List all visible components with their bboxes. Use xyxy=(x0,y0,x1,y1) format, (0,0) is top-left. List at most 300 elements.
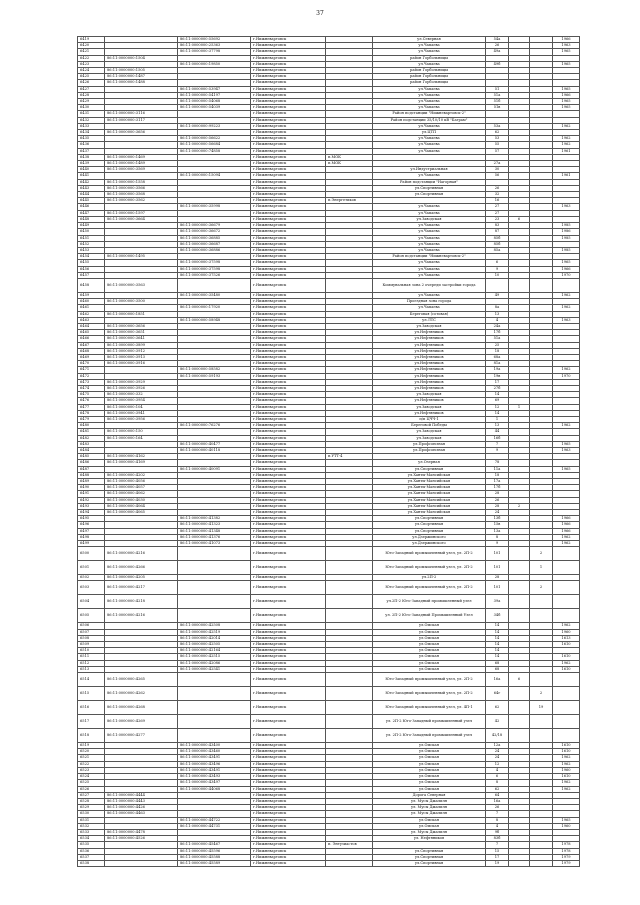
row-number-cell: 6481 xyxy=(78,429,105,435)
cadastral-number-cell: 86:11:0000000:4216 xyxy=(105,547,178,561)
address-cell: ул.Чапаева xyxy=(373,241,486,247)
registry-table-body xyxy=(78,37,580,867)
house-number-cell: 8 xyxy=(486,534,509,540)
locality-part-cell: п.МОК xyxy=(326,154,373,160)
address-cell: ул.Заводская xyxy=(373,216,486,222)
row-number-cell: 6456 xyxy=(78,266,105,272)
cadastral-number-cell: 86:11:0000000:3926 xyxy=(105,385,178,391)
cadastral-number-cell: 86:11:0000000:4062 xyxy=(105,491,178,497)
city-cell: г.Нижневартовск xyxy=(251,780,326,786)
house-number-cell: 23 xyxy=(486,216,509,222)
building-cadastral-number-cell: 86:11:0000000:42164 xyxy=(178,648,251,654)
address-cell: район Горбольницы xyxy=(373,55,486,61)
row-number-cell: 6432 xyxy=(78,117,105,123)
city-cell: г.Нижневартовск xyxy=(251,161,326,167)
cadastral-number-cell: 86:11:0000000:4057 xyxy=(105,485,178,491)
building-cadastral-number-cell: 86:11:0000000:35998 xyxy=(178,204,251,210)
address-cell: ул.Спортивная xyxy=(373,466,486,472)
city-cell: г.Нижневартовск xyxy=(251,479,326,485)
building-cadastral-number-cell xyxy=(178,547,251,561)
building-cell xyxy=(530,729,553,743)
address-cell: ул.Омская xyxy=(373,648,486,654)
locality-part-cell: п.УТТ-4 xyxy=(326,454,373,460)
building-cadastral-number-cell xyxy=(178,729,251,743)
year-cell: 1965 xyxy=(553,49,580,55)
house-number-cell: 85б xyxy=(486,241,509,247)
row-number-cell: 6436 xyxy=(78,142,105,148)
cadastral-number-cell: 86:11:0000000:4426 xyxy=(105,805,178,811)
row-number-cell: 6461 xyxy=(78,305,105,311)
city-cell: г.Нижневартовск xyxy=(251,136,326,142)
address-cell: Юго-Западный промышленный узел, ул. 2П-2 xyxy=(373,687,486,701)
building-cadastral-number-cell xyxy=(178,715,251,729)
row-number-cell: 6478 xyxy=(78,410,105,416)
city-cell: г.Нижневартовск xyxy=(251,623,326,629)
row-number-cell: 6429 xyxy=(78,99,105,105)
year-cell: 1978 xyxy=(553,842,580,848)
city-cell: г.Нижневартовск xyxy=(251,609,326,623)
year-cell: 1965 xyxy=(553,105,580,111)
city-cell: г.Нижневартовск xyxy=(251,148,326,154)
cadastral-number-cell: 86:11:0000000:1505 xyxy=(105,68,178,74)
year-cell xyxy=(553,715,580,729)
cadastral-number-cell: 86:11:0000000:4262 xyxy=(105,687,178,701)
row-number-cell: 6451 xyxy=(78,235,105,241)
cadastral-number-cell: 86:11:0000000:3566 xyxy=(105,185,178,191)
address-cell: ул. Мусы Джалиля xyxy=(373,811,486,817)
city-cell: г.Нижневартовск xyxy=(251,354,326,360)
table-row xyxy=(78,547,580,561)
year-cell: 1965 xyxy=(553,86,580,92)
building-cadastral-number-cell: 86:11:0000000:42086 xyxy=(178,660,251,666)
address-cell: ул.Чапаева xyxy=(373,92,486,98)
table-row xyxy=(78,860,580,866)
cadastral-number-cell: 86:11:0000000:4162 xyxy=(105,454,178,460)
house-number-cell: 4 xyxy=(486,317,509,323)
row-number-cell: 6499 xyxy=(78,541,105,547)
row-number-cell: 6448 xyxy=(78,216,105,222)
building-cadastral-number-cell: 86:11:0000000:43460 xyxy=(178,749,251,755)
house-number-cell: 51а xyxy=(486,92,509,98)
city-cell: г.Нижневартовск xyxy=(251,817,326,823)
address-cell: ул.Чапаева xyxy=(373,266,486,272)
building-cell xyxy=(530,673,553,687)
building-cadastral-number-cell: 86:11:0000000:36885 xyxy=(178,235,251,241)
house-number-cell: 87 xyxy=(486,229,509,235)
city-cell: г.Нижневартовск xyxy=(251,767,326,773)
building-cell xyxy=(530,595,553,609)
locality-part-cell: п. Энтузиастов xyxy=(326,842,373,848)
house-number-cell: 18 xyxy=(486,472,509,478)
house-number-cell: 8а xyxy=(486,305,509,311)
building-cadastral-number-cell: 86:11:0000000:45588 xyxy=(178,854,251,860)
year-cell: 1966 xyxy=(553,516,580,522)
row-number-cell: 6488 xyxy=(78,472,105,478)
city-cell: г.Нижневартовск xyxy=(251,642,326,648)
address-cell: ул.Профсоюзная xyxy=(373,441,486,447)
house-number-cell: 24а xyxy=(486,323,509,329)
year-cell: 1966 xyxy=(553,528,580,534)
house-number-cell: 26 xyxy=(486,43,509,49)
house-number-cell: 39а xyxy=(486,595,509,609)
address-cell: ул.ЛТС xyxy=(373,317,486,323)
locality-part-cell xyxy=(326,701,373,715)
cadastral-number-cell: 86:11:0000000:4443 xyxy=(105,798,178,804)
house-number-cell: 13б xyxy=(486,516,509,522)
address-cell: ул.Нефтяников xyxy=(373,367,486,373)
row-number-cell: 6486 xyxy=(78,460,105,466)
house-number-cell: 49б xyxy=(486,61,509,67)
row-number-cell: 6529 xyxy=(78,805,105,811)
address-cell: ул.Омская xyxy=(373,623,486,629)
address-cell: район Горбольницы xyxy=(373,68,486,74)
city-cell: г.Нижневартовск xyxy=(251,848,326,854)
year-cell: 1962 xyxy=(553,755,580,761)
year-cell: 1962 xyxy=(553,142,580,148)
building-cadastral-number-cell: 86:11:0000000:42014 xyxy=(178,635,251,641)
city-cell: г.Нижневартовск xyxy=(251,687,326,701)
city-cell: г.Нижневартовск xyxy=(251,111,326,117)
address-cell: Береговая (сотовая) xyxy=(373,311,486,317)
row-number-cell: 6524 xyxy=(78,774,105,780)
house-number-cell: 9 xyxy=(486,266,509,272)
city-cell: г.Нижневартовск xyxy=(251,130,326,136)
address-cell: ул.Чапаева xyxy=(373,204,486,210)
cadastral-number-cell: 86:11:0000000:4526 xyxy=(105,836,178,842)
house-number-cell: 57 xyxy=(486,148,509,154)
city-cell: г.Нижневартовск xyxy=(251,142,326,148)
house-number-cell: 30 xyxy=(486,167,509,173)
city-cell: г.Нижневартовск xyxy=(251,323,326,329)
building-cell xyxy=(530,860,553,866)
extra-cell: 6 xyxy=(509,673,530,687)
address-cell: ул.Нефтяников xyxy=(373,410,486,416)
city-cell: г.Нижневартовск xyxy=(251,472,326,478)
city-cell: г.Нижневартовск xyxy=(251,811,326,817)
year-cell xyxy=(553,547,580,561)
row-number-cell: 6527 xyxy=(78,792,105,798)
house-number-cell: 81а xyxy=(486,361,509,367)
year-cell: 1961 xyxy=(553,173,580,179)
table-row xyxy=(78,701,580,715)
row-number-cell: 6471 xyxy=(78,367,105,373)
city-cell: г.Нижневартовск xyxy=(251,792,326,798)
address-cell: район Горбольницы xyxy=(373,80,486,86)
city-cell: г.Нижневартовск xyxy=(251,786,326,792)
address-cell: ул.Чапаева xyxy=(373,148,486,154)
address-cell: ул.Омская xyxy=(373,761,486,767)
row-number-cell: 6510 xyxy=(78,648,105,654)
address-cell: район Горбольницы xyxy=(373,74,486,80)
row-number-cell: 6518 xyxy=(78,729,105,743)
city-cell: г.Нижневартовск xyxy=(251,435,326,441)
house-number-cell: 13а xyxy=(486,528,509,534)
row-number-cell: 6443 xyxy=(78,185,105,191)
row-number-cell: 6516 xyxy=(78,701,105,715)
building-cadastral-number-cell: 86:11:0000000:41348 xyxy=(178,528,251,534)
cadastral-number-cell: 86:11:0000000:1597 xyxy=(105,210,178,216)
house-number-cell: 16б xyxy=(486,435,509,441)
address-cell: ул.Чапаева xyxy=(373,49,486,55)
table-row xyxy=(78,609,580,623)
house-number-cell: 8 xyxy=(486,817,509,823)
cadastral-number-cell: 86:11:0000000:3913 xyxy=(105,354,178,360)
house-number-cell: 4 xyxy=(486,823,509,829)
building-cadastral-number-cell xyxy=(178,701,251,715)
row-number-cell: 6452 xyxy=(78,241,105,247)
row-number-cell: 6495 xyxy=(78,516,105,522)
city-cell: г.Нижневартовск xyxy=(251,842,326,848)
city-cell: г.Нижневартовск xyxy=(251,416,326,422)
address-cell: ул.Омская xyxy=(373,749,486,755)
address-cell: ул.Спортивная xyxy=(373,192,486,198)
address-cell: ул. Мусы Джалиля xyxy=(373,829,486,835)
cadastral-number-cell: 86:11:0000000:4463 xyxy=(105,811,178,817)
city-cell: г.Нижневартовск xyxy=(251,99,326,105)
building-cadastral-number-cell: 86:11:0000000:43491 xyxy=(178,755,251,761)
city-cell: г.Нижневартовск xyxy=(251,216,326,222)
city-cell: г.Нижневартовск xyxy=(251,342,326,348)
house-number-cell: 68 xyxy=(486,666,509,672)
house-number-cell: 83б xyxy=(486,836,509,842)
row-number-cell: 6437 xyxy=(78,148,105,154)
city-cell: г.Нижневартовск xyxy=(251,660,326,666)
row-number-cell: 6523 xyxy=(78,767,105,773)
year-cell: 1979 xyxy=(553,854,580,860)
address-cell: ул.Заводская xyxy=(373,404,486,410)
building-cadastral-number-cell xyxy=(178,687,251,701)
city-cell: г.Нижневартовск xyxy=(251,398,326,404)
year-cell: 1610 xyxy=(553,743,580,749)
building-cadastral-number-cell: 86:11:0000000:42508 xyxy=(178,623,251,629)
address-cell: ул.Чапаева xyxy=(373,272,486,278)
building-cadastral-number-cell: 86:11:0000000:54197 xyxy=(178,92,251,98)
row-number-cell: 6535 xyxy=(78,842,105,848)
address-cell: ул.Нефтяников xyxy=(373,330,486,336)
year-cell: 1966 xyxy=(553,37,580,43)
year-cell: 1962 xyxy=(553,367,580,373)
house-number-cell: 28 xyxy=(486,575,509,581)
house-number-cell: 12а xyxy=(486,743,509,749)
house-number-cell: 15в xyxy=(486,522,509,528)
city-cell: г.Нижневартовск xyxy=(251,805,326,811)
extra-cell xyxy=(509,609,530,623)
locality-part-cell xyxy=(326,715,373,729)
row-number-cell: 6423 xyxy=(78,61,105,67)
row-number-cell: 6470 xyxy=(78,361,105,367)
row-number-cell: 6434 xyxy=(78,130,105,136)
address-cell: ул.Омская xyxy=(373,629,486,635)
address-cell: ул.Омская xyxy=(373,774,486,780)
year-cell: 1979 xyxy=(553,860,580,866)
city-cell: г.Нижневартовск xyxy=(251,173,326,179)
cadastral-number-cell: 86:11:0000000:3656 xyxy=(105,323,178,329)
row-number-cell: 6496 xyxy=(78,522,105,528)
address-cell: ул.Чапаева xyxy=(373,123,486,129)
row-number-cell: 6430 xyxy=(78,105,105,111)
building-cadastral-number-cell xyxy=(178,609,251,623)
year-cell xyxy=(553,673,580,687)
cadastral-number-cell: 86:11:0000000:4277 xyxy=(105,729,178,743)
house-number-cell: 17б xyxy=(486,330,509,336)
address-cell: ул.Омская xyxy=(373,743,486,749)
cadastral-number-cell: 86:11:0000000:4217 xyxy=(105,581,178,595)
cadastral-number-cell: 86:11:0000000:4266 xyxy=(105,561,178,575)
row-number-cell: 6505 xyxy=(78,609,105,623)
address-cell: ул.Чапаева xyxy=(373,292,486,298)
address-cell: ул.Нефтяников xyxy=(373,342,486,348)
address-cell: ул.Чапаева xyxy=(373,223,486,229)
house-number-cell: 6 xyxy=(486,260,509,266)
city-cell: г.Нижневартовск xyxy=(251,385,326,391)
extra-cell xyxy=(509,701,530,715)
cadastral-number-cell: 86:11:0000000:3916 xyxy=(105,361,178,367)
row-number-cell: 6469 xyxy=(78,354,105,360)
year-cell: 1963 xyxy=(553,43,580,49)
row-number-cell: 6534 xyxy=(78,836,105,842)
city-cell: г.Нижневартовск xyxy=(251,648,326,654)
address-cell: ул.Спортивная xyxy=(373,516,486,522)
row-number-cell: 6519 xyxy=(78,743,105,749)
row-number-cell: 6468 xyxy=(78,348,105,354)
house-number-cell: 42/18 xyxy=(486,729,509,743)
row-number-cell: 6427 xyxy=(78,86,105,92)
row-number-cell: 6528 xyxy=(78,798,105,804)
address-cell: п/п ЦЧЧ-1 xyxy=(373,416,486,422)
cadastral-number-cell: 86:11:0000000:3899 xyxy=(105,342,178,348)
address-cell: Юго-Западный промышленный узел, ул. 4П-1 xyxy=(373,701,486,715)
table-row xyxy=(78,581,580,595)
building-cadastral-number-cell: 86:11:0000000:36672 xyxy=(178,229,251,235)
house-number-cell: 101 xyxy=(486,561,509,575)
address-cell: ул.Омская xyxy=(373,755,486,761)
city-cell: г.Нижневартовск xyxy=(251,503,326,509)
cadastral-number-cell: 86:11:0000000:4216 xyxy=(105,609,178,623)
address-cell: ул.Ханты-Мансийская xyxy=(373,479,486,485)
cadastral-number-cell: 86:11:0000000:3563 xyxy=(105,278,178,292)
address-cell: ул.2П-2 xyxy=(373,575,486,581)
city-cell: г.Нижневартовск xyxy=(251,423,326,429)
building-cadastral-number-cell: 86:11:0000000:43491 xyxy=(178,767,251,773)
building-cadastral-number-cell: 86:11:0000000:41382 xyxy=(178,516,251,522)
house-number-cell: 32 xyxy=(486,192,509,198)
city-cell: г.Нижневартовск xyxy=(251,317,326,323)
building-cadastral-number-cell: 86:11:0000000:43496 xyxy=(178,761,251,767)
city-cell: г.Нижневартовск xyxy=(251,860,326,866)
house-number-cell: 14 xyxy=(486,642,509,648)
city-cell: г.Нижневартовск xyxy=(251,241,326,247)
cadastral-number-cell: 86:11:0000000:3941 xyxy=(105,410,178,416)
house-number-cell: 56 xyxy=(486,173,509,179)
address-cell: ул.Ханты-Мансийская xyxy=(373,497,486,503)
address-cell: ул.Чапаева xyxy=(373,61,486,67)
building-cadastral-number-cell: 86:11:0000000:58948 xyxy=(178,317,251,323)
house-number-cell: 16а xyxy=(486,673,509,687)
city-cell: г.Нижневартовск xyxy=(251,117,326,123)
city-cell: г.Нижневартовск xyxy=(251,260,326,266)
address-cell: Район подстанции "Нижневартовск-2" xyxy=(373,111,486,117)
locality-part-cell xyxy=(326,687,373,701)
cadastral-number-cell: 86:11:0000000:3116 xyxy=(105,111,178,117)
cadastral-number-cell: 86:11:0000000:1487 xyxy=(105,74,178,80)
building-cell xyxy=(530,715,553,729)
city-cell: г.Нижневартовск xyxy=(251,210,326,216)
city-cell: г.Нижневартовск xyxy=(251,105,326,111)
house-number-cell: 16 xyxy=(486,198,509,204)
cadastral-number-cell: 86:11:0000000:4065 xyxy=(105,510,178,516)
house-number-cell: 7 xyxy=(486,842,509,848)
city-cell: г.Нижневартовск xyxy=(251,654,326,660)
row-number-cell: 6460 xyxy=(78,299,105,305)
locality-part-cell: п.Энергетиков xyxy=(326,198,373,204)
address-cell: ул. Мусы Джалиля xyxy=(373,798,486,804)
table-row xyxy=(78,561,580,575)
house-number-cell: 14 xyxy=(486,623,509,629)
year-cell: 1965 xyxy=(553,99,580,105)
year-cell xyxy=(553,595,580,609)
city-cell: г.Нижневартовск xyxy=(251,311,326,317)
year-cell: 1962 xyxy=(553,780,580,786)
row-number-cell: 6462 xyxy=(78,311,105,317)
house-number-cell: 28 xyxy=(486,491,509,497)
building-cadastral-number-cell: 86:11:0000000:40118 xyxy=(178,448,251,454)
address-cell: ул.Нефтяников xyxy=(373,373,486,379)
building-cadastral-number-cell xyxy=(178,595,251,609)
row-number-cell: 6447 xyxy=(78,210,105,216)
row-number-cell: 6502 xyxy=(78,575,105,581)
address-cell: ул. 2П-2 Юго-Западный промышленный узел xyxy=(373,715,486,729)
house-number-cell: 42 xyxy=(486,715,509,729)
year-cell: 1985 xyxy=(553,235,580,241)
house-number-cell: 17б xyxy=(486,485,509,491)
house-number-cell: 26 xyxy=(486,185,509,191)
row-number-cell: 6530 xyxy=(78,811,105,817)
cadastral-number-cell: 86:11:0000000:4202 xyxy=(105,472,178,478)
cadastral-number-cell: 86:11:0000000:3568 xyxy=(105,192,178,198)
house-number-cell: 14 xyxy=(486,629,509,635)
house-number-cell: 17а xyxy=(486,479,509,485)
building-cadastral-number-cell: 86:11:0000000:37798 xyxy=(178,49,251,55)
building-cadastral-number-cell: 86:11:0000000:58582 xyxy=(178,367,251,373)
address-cell: ул.Нефтяников xyxy=(373,385,486,391)
year-cell: 1962 xyxy=(553,534,580,540)
house-number-cell: 12 xyxy=(486,761,509,767)
address-cell: ул. Мусы Джалиля xyxy=(373,805,486,811)
year-cell: 1963 xyxy=(553,204,580,210)
building-cadastral-number-cell: 86:11:0000000:45589 xyxy=(178,860,251,866)
cadastral-number-cell: 86:11:0000000:332 xyxy=(105,392,178,398)
row-number-cell: 6501 xyxy=(78,561,105,575)
row-number-cell: 6485 xyxy=(78,454,105,460)
building-cadastral-number-cell: 86:11:0000000:43400 xyxy=(178,743,251,749)
row-number-cell: 6419 xyxy=(78,37,105,43)
cadastral-number-cell: 86:11:0000000:4056 xyxy=(105,479,178,485)
year-cell: 1970 xyxy=(553,373,580,379)
building-cell: 2 xyxy=(530,547,553,561)
house-number-cell: 51б xyxy=(486,99,509,105)
city-cell: г.Нижневартовск xyxy=(251,361,326,367)
year-cell: 1962 xyxy=(553,423,580,429)
house-number-cell: 34б xyxy=(486,609,509,623)
city-cell: г.Нижневартовск xyxy=(251,305,326,311)
house-number-cell: 17 xyxy=(486,379,509,385)
house-number-cell: 83 xyxy=(486,223,509,229)
cadastral-number-cell: 86:11:0000000:4064 xyxy=(105,503,178,509)
cadastral-number-cell: 86:11:0000000:1488 xyxy=(105,80,178,86)
address-cell: Коммунальная зона 2 очереди застройки города xyxy=(373,278,486,292)
year-cell: 1962 xyxy=(553,660,580,666)
locality-part-cell: п.МОК xyxy=(326,161,373,167)
